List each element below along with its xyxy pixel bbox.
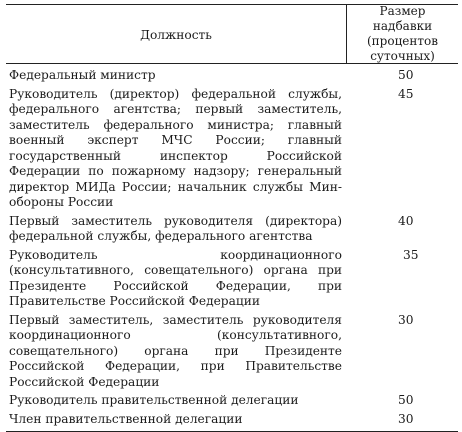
row-position: Руководитель (директор) федеральной службы, федерального агентства; первый заместитель, заместитель федерального министра; главный военный эксперт МЧС России; главный государственный инспектор Российской Федерации по пожарному надзору; генеральный директор МИДа России; начальник службы Минобороны России: [9, 86, 342, 209]
row-position: Руководитель координационного (консультативного, совещательного) органа при Президенте Российской Федерации, при Правительстве Российской Федерации: [9, 247, 342, 308]
table-row: [6, 412, 458, 428]
header-allowance: Размер надбавки (процентов суточных): [346, 5, 458, 63]
row-value-text: 30: [398, 312, 414, 327]
row-value-text: 50: [398, 68, 414, 82]
row-value-text: 50: [398, 393, 414, 407]
row-value-text: 40: [398, 213, 414, 228]
table-row: [6, 214, 458, 245]
row-value: [346, 313, 458, 391]
row-position: Первый заместитель руководителя (директора) федеральной службы, федерального агентства: [9, 213, 342, 243]
row-position: Член правительственной делегации: [9, 411, 243, 426]
row-value: [346, 214, 458, 245]
row-value: [346, 68, 458, 84]
row-value-text: 35: [403, 247, 419, 262]
table-row: [6, 313, 458, 391]
row-position: Руководитель правительственной делегации: [9, 393, 299, 407]
table-row: [6, 248, 458, 310]
table-row: [6, 68, 458, 84]
row-value: [346, 412, 458, 428]
table-row: [6, 393, 458, 409]
row-value: [346, 248, 458, 310]
row-position: Федеральный министр: [9, 68, 156, 82]
table-body: [6, 64, 458, 431]
row-value: [346, 393, 458, 409]
row-value: [346, 87, 458, 211]
row-value-text: 30: [398, 411, 414, 426]
table-header: [6, 5, 458, 64]
table-row: [6, 87, 458, 211]
row-value-text: 45: [398, 86, 414, 101]
header-position: Должность: [140, 28, 212, 42]
row-position: Первый заместитель, заместитель руководителя координационного (консультативного, совещательного) органа при Президенте Российской Федерации, при Правительстве Российской Федерации: [9, 312, 342, 389]
allowance-table: [6, 4, 458, 432]
